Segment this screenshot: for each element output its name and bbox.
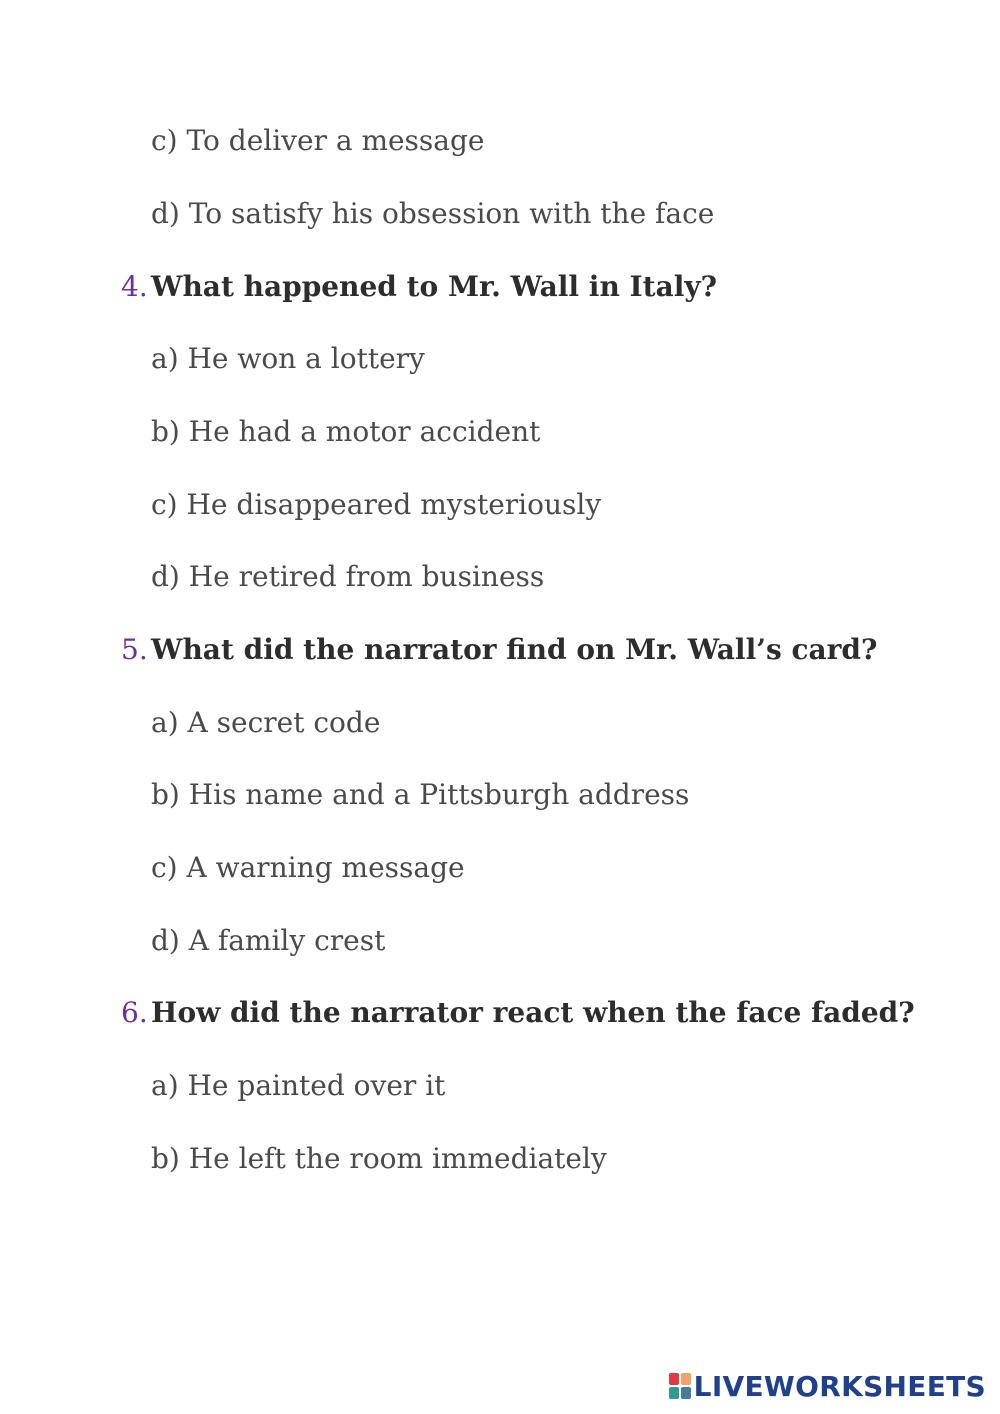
question-5 bbox=[121, 633, 878, 666]
question-text: What happened to Mr. Wall in Italy? bbox=[151, 270, 718, 303]
liveworksheets-logo bbox=[669, 1370, 986, 1402]
logo-text: LIVEWORKSHEETS bbox=[693, 1369, 986, 1403]
option-4b: b) He had a motor accident bbox=[151, 415, 541, 448]
question-number: 5. bbox=[121, 633, 148, 666]
option-5c: c) A warning message bbox=[151, 851, 465, 884]
option-3d: d) To satisfy his obsession with the face bbox=[151, 197, 715, 230]
option-4d: d) He retired from business bbox=[151, 560, 545, 593]
option-3c: c) To deliver a message bbox=[151, 124, 485, 157]
option-4c: c) He disappeared mysteriously bbox=[151, 488, 602, 521]
question-number: 4. bbox=[121, 270, 148, 303]
option-5d: d) A family crest bbox=[151, 924, 386, 957]
option-5b: b) His name and a Pittsburgh address bbox=[151, 778, 690, 811]
question-6 bbox=[121, 996, 915, 1029]
option-6b: b) He left the room immediately bbox=[151, 1142, 607, 1175]
question-text: What did the narrator find on Mr. Wall’s card? bbox=[151, 633, 878, 666]
question-4 bbox=[121, 270, 718, 303]
option-4a: a) He won a lottery bbox=[151, 342, 425, 375]
question-number: 6. bbox=[121, 996, 148, 1029]
liveworksheets-logo-icon bbox=[669, 1373, 691, 1399]
question-text: How did the narrator react when the face faded? bbox=[151, 996, 915, 1029]
option-6a: a) He painted over it bbox=[151, 1069, 446, 1102]
option-5a: a) A secret code bbox=[151, 706, 381, 739]
